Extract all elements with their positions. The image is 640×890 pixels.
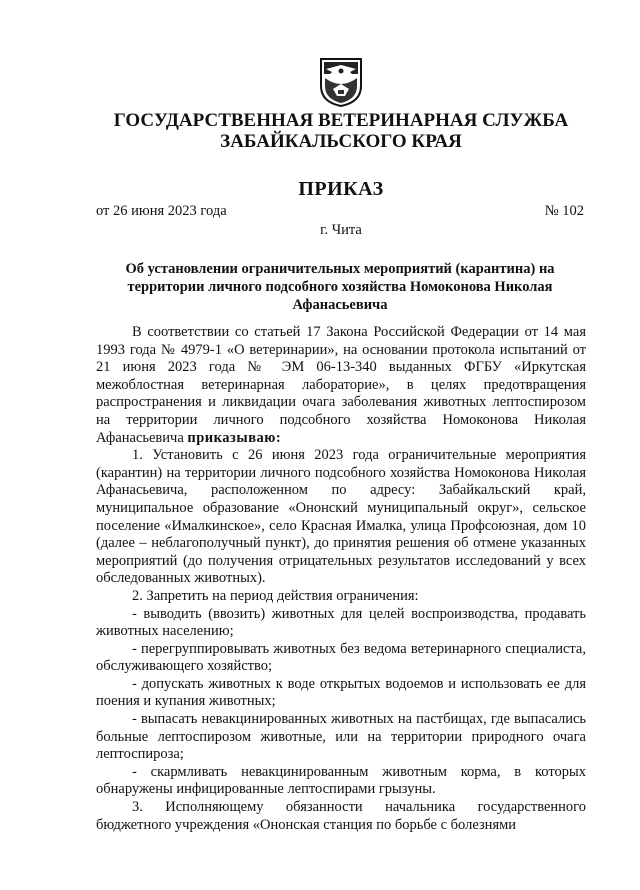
- order-city: г. Чита: [320, 222, 362, 238]
- order-subject: Об установлении ограничительных мероприятий (карантина) на территории личного подсобного хозяйства Номоконова Николая Афанасьевича: [125, 261, 555, 313]
- order-body: [96, 324, 586, 834]
- prohibition-3: - допускать животных к воде открытых водоемов и использовать ее для поения и купания животных;: [96, 675, 586, 710]
- preamble-text: В соответствии со статьей 17 Закона Российской Федерации от 14 мая 1993 года № 4979-1 «О ветеринарии», на основании протокола испытаний от 21 июня 2023 года № ЭМ 06-13-340 выданных ФГБУ «Иркутская межоблостная ветеринарная лабораторие», в целях предотвращения распространения и ликвидации очага заболевания животных лептоспирозом на территории личного подсобного хозяйства Номоконова Николая Афанасьевича: [96, 324, 586, 446]
- item-1: 1. Установить с 26 июня 2023 года ограничительные мероприятия (карантин) на территории личного подсобного хозяйства Номоконова Николая Афанасьевича, расположенном по адресу: Забайкальский край, муниципальное образование «Ононский муниципальный округ», сельское поселение «Ималкинское», село Красная Ималка, улица Профсоюзная, дом 10 (далее – неблагополучный пункт), до принятия решения об отмене указанных мероприятий (до получения отрицательных результатов исследований у всех обследованных животных).: [96, 447, 586, 587]
- prohibition-5: - скармливать невакцинированным животным корма, в которых обнаружены инфицированные лептоспирами грызуны.: [96, 763, 586, 798]
- order-number: № 102: [544, 203, 584, 219]
- prohibition-4: - выпасать невакцинированных животных на пастбищах, где выпасались больные лептоспирозом животные, или на территории природного очага лептоспироза;: [96, 711, 586, 763]
- organization-line-2: ЗАБАЙКАЛЬСКОГО КРАЯ: [220, 131, 462, 152]
- prohibition-2: - перегруппировывать животных без ведома ветеринарного специалиста, обслуживающего хозяйство;: [96, 640, 586, 675]
- item-3: 3. Исполняющему обязанности начальника государственного бюджетного учреждения «Ононская станция по борьбе с болезнями: [96, 799, 586, 833]
- prohibition-1: - выводить (ввозить) животных для целей воспроизводства, продавать животных населению;: [96, 605, 586, 640]
- decree-keyword: приказываю:: [187, 429, 282, 446]
- order-date: от 26 июня 2023 года: [96, 203, 227, 219]
- organization-line-1: ГОСУДАРСТВЕННАЯ ВЕТЕРИНАРНАЯ СЛУЖБА: [113, 110, 569, 131]
- preamble-paragraph: [96, 324, 586, 447]
- coat-of-arms-emblem: [318, 56, 364, 108]
- document-type: ПРИКАЗ: [298, 178, 384, 200]
- organization-name: [60, 110, 622, 152]
- item-2: 2. Запретить на период действия ограничения:: [132, 587, 419, 604]
